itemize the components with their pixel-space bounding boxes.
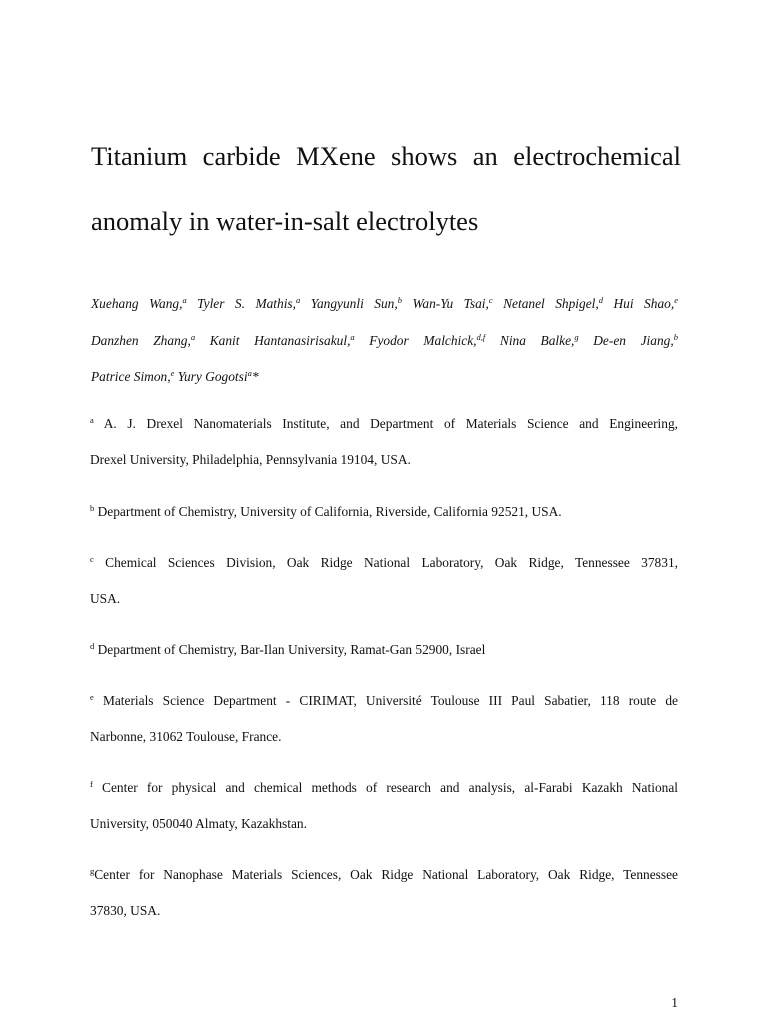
affiliation-line xyxy=(90,683,678,719)
affiliation-line: University, 050040 Almaty, Kazakhstan. xyxy=(90,816,307,831)
author-name: Yangyunli Sun, xyxy=(310,296,398,311)
page-number: 1 xyxy=(671,995,678,1010)
affiliation-mark: d xyxy=(598,295,603,305)
affiliation-line: Drexel University, Philadelphia, Pennsylvania 19104, USA. xyxy=(90,452,411,467)
author-name: Patrice Simon, xyxy=(91,369,171,384)
affiliation-mark: b xyxy=(90,503,95,513)
affiliation-line: Narbonne, 31062 Toulouse, France. xyxy=(90,729,282,744)
author-name: Kanit Hantanasirisakul, xyxy=(209,332,351,348)
author-name: Xuehang Wang, xyxy=(91,296,183,311)
affiliation-line xyxy=(90,632,678,668)
author-name: Fyodor Malchick, xyxy=(369,332,477,348)
author-line xyxy=(91,323,678,360)
affiliation-line: USA. xyxy=(90,591,121,606)
affiliation-line xyxy=(90,494,678,530)
author-name: Danzhen Zhang, xyxy=(91,332,191,348)
affiliation-e xyxy=(90,683,678,755)
author-line xyxy=(91,359,678,396)
author-name: Yury Gogotsi xyxy=(177,369,248,384)
affiliation-c xyxy=(90,545,678,617)
affiliation-mark: d,f xyxy=(476,331,486,342)
affiliation-mark: a xyxy=(90,415,94,425)
affiliation-mark: e xyxy=(90,692,94,702)
author-name: Netanel Shpigel, xyxy=(503,296,599,311)
affiliation-mark: b xyxy=(397,295,402,305)
affiliation-text: Materials Science Department - CIRIMAT, Université Toulouse III Paul Sabatier, 118 route de xyxy=(102,693,678,708)
affiliation-mark: d xyxy=(90,641,95,651)
affiliation-text: Department of Chemistry, University of California, Riverside, California 92521, USA. xyxy=(97,504,562,519)
affiliation-text: Chemical Sciences Division, Oak Ridge National Laboratory, Oak Ridge, Tennessee 37831, xyxy=(105,555,678,570)
affiliation-line xyxy=(90,545,678,581)
affiliation-letter: a xyxy=(247,368,252,378)
affiliation-mark: a xyxy=(182,295,187,305)
title-line-2: anomaly in water-in-salt electrolytes xyxy=(91,206,479,236)
affiliation-text: Department of Chemistry, Bar-Ilan University, Ramat-Gan 52900, Israel xyxy=(97,642,486,657)
author-name: Nina Balke, xyxy=(499,332,575,348)
affiliation-line xyxy=(90,770,678,806)
corresponding-author-mark: * xyxy=(251,369,259,384)
affiliation-mark: a xyxy=(296,295,301,305)
author-line xyxy=(91,286,678,323)
affiliation-text: Center for Nanophase Materials Sciences, Oak Ridge National Laboratory, Oak Ridge, Tennessee xyxy=(94,867,678,882)
affiliation-a xyxy=(90,406,678,478)
affiliation-d xyxy=(90,632,678,668)
author-name: Tyler S. Mathis, xyxy=(197,296,296,311)
affiliation-g xyxy=(90,857,678,929)
title-line-1: Titanium carbide MXene shows an electrochemical xyxy=(91,141,681,171)
affiliation-text: Center for physical and chemical methods of research and analysis, al-Farabi Kazakh National xyxy=(102,780,678,795)
affiliation-mark: g xyxy=(574,331,579,342)
author-list xyxy=(91,286,678,396)
affiliation-mark: b xyxy=(673,331,678,342)
affiliation-mark: e xyxy=(170,368,175,378)
affiliation-f xyxy=(90,770,678,842)
affiliation-mark: a xyxy=(190,331,196,342)
affiliation-mark: c xyxy=(488,295,493,305)
affiliation-text: A. J. Drexel Nanomaterials Institute, and Department of Materials Science and Engineering, xyxy=(103,416,678,431)
affiliation-line xyxy=(90,406,678,442)
affiliation-mark: f xyxy=(90,779,93,789)
author-name: De-en Jiang, xyxy=(593,332,674,348)
affiliation-line xyxy=(90,857,678,893)
affiliation-mark: g xyxy=(90,866,95,876)
affiliation-b xyxy=(90,494,678,530)
affiliation-line: 37830, USA. xyxy=(90,903,161,918)
affiliation-mark: c xyxy=(90,554,94,564)
affiliation-mark: e xyxy=(674,295,678,305)
affiliation-mark: a xyxy=(350,331,355,342)
author-name: Wan-Yu Tsai, xyxy=(412,296,489,311)
paper-title xyxy=(91,124,681,254)
author-name: Hui Shao, xyxy=(613,296,675,311)
